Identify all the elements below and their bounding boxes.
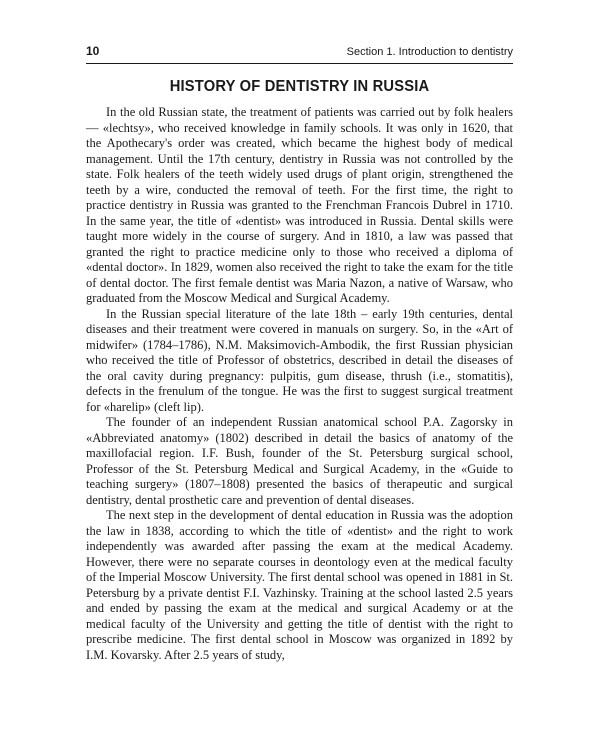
- chapter-title: HISTORY OF DENTISTRY IN RUSSIA: [169, 78, 430, 95]
- paragraph: In the old Russian state, the treatment of patients was carried out by folk healers — «lechtsy», who received knowledge in family schools. It was only in 1620, that the Apothecary's order was created, which became the highest body of medical management. Until the 17th century, dentistry in Russia was not controlled by the state. Folk healers of the teeth widely used drugs of plant origin, strengthened the teeth by a wire, conducted the removal of teeth. For the first time, the right to practice dentistry in Russia was granted to the Frenchman Francois Dubrel in 1710. In the same year, the title of «dentist» was introduced in Russia. Dental skills were taught more widely in the course of surgery. And in 1810, a law was passed that granted the right to practice medicine only to those who received a diploma of «dental doctor». In 1829, women also received the right to take the exam for the title of dental doctor. The first female dentist was Maria Nazon, a native of Warsaw, who graduated from the Moscow Medical and Surgical Academy.: [86, 105, 513, 305]
- running-header: [86, 44, 513, 64]
- page-number: 10: [86, 44, 100, 58]
- body-text: [86, 105, 513, 663]
- section-title: Section 1. Introduction to dentistry: [346, 46, 513, 58]
- paragraph: The founder of an independent Russian anatomical school P.A. Zagorsky in «Abbreviated anatomy» (1802) described in detail the basics of anatomy of the maxillofacial region. I.F. Bush, founder of the St. Petersburg surgical school, Professor of the St. Petersburg Medical and Surgical Academy, in the «Guide to teaching surgery» (1807–1808) presented the basics of therapeutic and surgical dentistry, dental prosthetic care and prevention of dental diseases.: [86, 415, 513, 507]
- paragraph: The next step in the development of dental education in Russia was the adoption the law in 1838, according to which the title of «dentist» and the right to work independently was awarded after passing the exam at the medical Academy. However, there were no separate courses in deontology even at the medical faculty of the Imperial Moscow University. The first dental school was opened in 1881 in St. Petersburg by a private dentist F.I. Vazhinsky. Training at the school lasted 2.5 years and ended by passing the exam at the medical and surgical Academy or at the medical faculty of the University and getting the title of dentist with the right to prescribe medicine. The first dental school in Moscow was organized in 1892 by I.M. Kovarsky. After 2.5 years of study,: [86, 508, 513, 662]
- book-page: [86, 44, 513, 663]
- paragraph: In the Russian special literature of the late 18th – early 19th centuries, dental diseases and their treatment were covered in manuals on surgery. So, in the «Art of midwifer» (1784–1786), N.M. Maksimovich-Ambodik, the first Russian physician who received the title of Professor of obstetrics, described in detail the diseases of the oral cavity during pregnancy: pulpitis, gum disease, thrush (i.e., stomatitis), defects in the frenulum of the tongue. He was the first to suggest surgical treatment for «harelip» (cleft lip).: [86, 306, 513, 414]
